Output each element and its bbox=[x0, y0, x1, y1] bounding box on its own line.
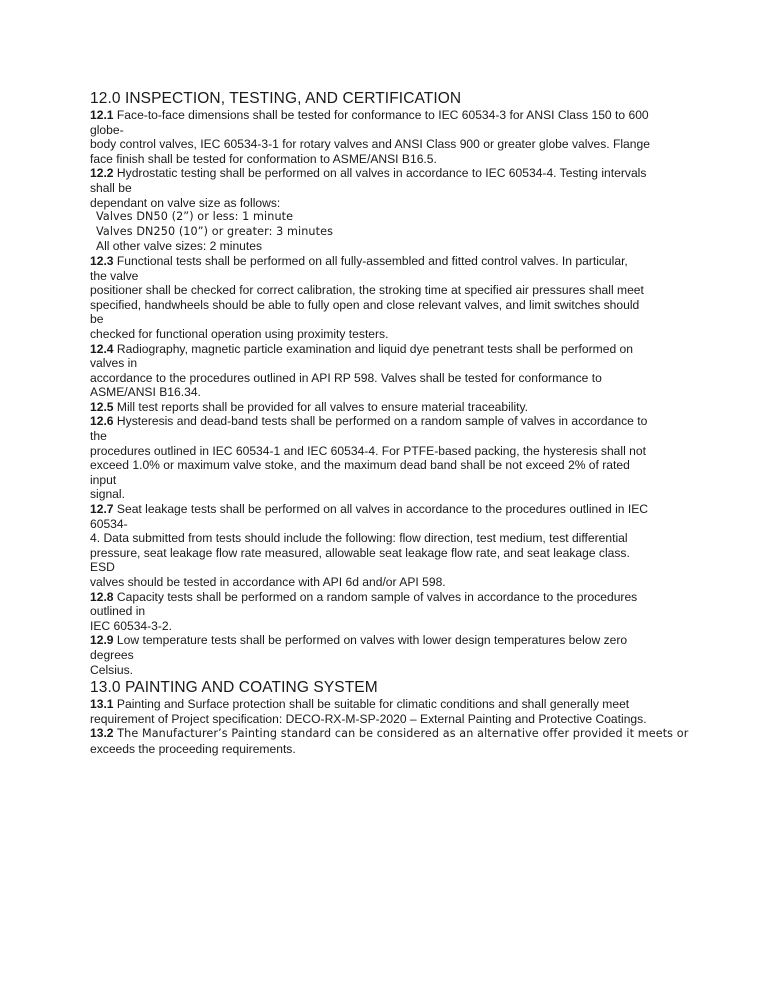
line: exceeds the proceeding requirements. bbox=[90, 741, 296, 756]
line bbox=[90, 166, 670, 181]
text: Seat leakage tests shall be performed on all valves in accordance to the procedures outlined in IEC bbox=[113, 502, 648, 517]
text: Low temperature tests shall be performed on valves with lower design temperatures below zero bbox=[113, 633, 628, 648]
line: the bbox=[90, 429, 107, 444]
paragraph-12-4 bbox=[90, 342, 670, 400]
line: exceed 1.0% or maximum valve stoke, and the maximum dead band shall be not exceed 2% of rated bbox=[90, 458, 630, 473]
text: Radiography, magnetic particle examination and liquid dye penetrant tests shall be performed on bbox=[113, 341, 633, 356]
text: Hydrostatic testing shall be performed on all valves in accordance to IEC 60534-4. Testing intervals bbox=[113, 166, 647, 181]
clause-number: 12.7 bbox=[90, 502, 114, 517]
line: ASME/ANSI B16.34. bbox=[90, 385, 201, 400]
line: IEC 60534-3-2. bbox=[90, 618, 173, 633]
section-13-heading: 13.0 PAINTING AND COATING SYSTEM bbox=[90, 679, 378, 697]
line: signal. bbox=[90, 487, 125, 502]
line: procedures outlined in IEC 60534-1 and IEC 60534-4. For PTFE-based packing, the hysteresis shall not bbox=[90, 443, 646, 458]
line bbox=[90, 502, 670, 517]
paragraph-12-8 bbox=[90, 590, 670, 634]
paragraph-12-2 bbox=[90, 166, 670, 210]
line: positioner shall be checked for correct calibration, the stroking time at specified air pressures shall meet bbox=[90, 283, 644, 298]
clause-number: 13.1 bbox=[90, 697, 114, 712]
text: Painting and Surface protection shall be suitable for climatic conditions and shall generally meet bbox=[113, 697, 630, 712]
line bbox=[90, 254, 670, 269]
paragraph-12-5 bbox=[90, 400, 670, 415]
clause-number: 12.8 bbox=[90, 589, 114, 604]
line: globe- bbox=[90, 122, 124, 137]
line: checked for functional operation using proximity testers. bbox=[90, 326, 389, 341]
line bbox=[90, 726, 689, 742]
line: dependant on valve size as follows: bbox=[90, 195, 281, 210]
line bbox=[90, 697, 670, 712]
line: specified, handwheels should be able to fully open and close relevant valves, and limit switches should bbox=[90, 297, 640, 312]
text: Mill test reports shall be provided for all valves to ensure material traceability. bbox=[113, 399, 529, 414]
line: accordance to the procedures outlined in API RP 598. Valves shall be tested for conformance to bbox=[90, 370, 602, 385]
section-12-heading: 12.0 INSPECTION, TESTING, AND CERTIFICATION bbox=[90, 90, 462, 107]
document-content bbox=[90, 89, 689, 757]
text: Capacity tests shall be performed on a random sample of valves in accordance to the procedures bbox=[113, 589, 638, 604]
line: 4. Data submitted from tests should include the following: flow direction, test medium, test differential bbox=[90, 531, 628, 546]
line: valves should be tested in accordance with API 6d and/or API 598. bbox=[90, 575, 446, 589]
line bbox=[90, 633, 670, 648]
clause-number: 12.5 bbox=[90, 399, 114, 414]
line: valves in bbox=[90, 356, 138, 371]
line bbox=[90, 108, 670, 123]
line: requirement of Project specification: DECO-RX-M-SP-2020 – External Painting and Protective Coatings. bbox=[90, 711, 647, 726]
line: body control valves, IEC 60534-3-1 for rotary valves and ANSI Class 900 or greater globe valves. Flange bbox=[90, 137, 650, 152]
text: Face-to-face dimensions shall be tested for conformance to IEC 60534-3 for ANSI Class 150 to 600 bbox=[113, 108, 649, 122]
line: 60534- bbox=[90, 516, 128, 531]
clause-number: 13.2 bbox=[90, 726, 114, 741]
line: degrees bbox=[90, 647, 134, 662]
paragraph-13-2 bbox=[90, 726, 689, 756]
line bbox=[90, 590, 670, 605]
list-item: Valves DN250 (10”) or greater: 3 minutes bbox=[96, 224, 333, 238]
clause-number: 12.9 bbox=[90, 633, 114, 648]
clause-number: 12.4 bbox=[90, 341, 114, 356]
line: Celsius. bbox=[90, 662, 134, 677]
paragraph-12-9 bbox=[90, 633, 670, 677]
line: pressure, seat leakage flow rate measured, allowable seat leakage flow rate, and seat leakage class. bbox=[90, 545, 630, 560]
paragraph-12-6 bbox=[90, 414, 670, 502]
line: ESD bbox=[90, 560, 115, 575]
line: be bbox=[90, 312, 104, 327]
line: face finish shall be tested for conformation to ASME/ANSI B16.5. bbox=[90, 151, 437, 166]
clause-number: 12.2 bbox=[90, 166, 114, 181]
text: Functional tests shall be performed on all fully-assembled and fitted control valves. In particular, bbox=[113, 253, 628, 268]
line: outlined in bbox=[90, 604, 146, 619]
line bbox=[90, 400, 670, 415]
line bbox=[90, 342, 670, 357]
paragraph-12-1 bbox=[90, 108, 670, 166]
line bbox=[90, 414, 670, 429]
valve-size-list bbox=[90, 210, 670, 254]
paragraph-12-7 bbox=[90, 502, 670, 590]
line: input bbox=[90, 472, 117, 487]
text: Hysteresis and dead-band tests shall be performed on a random sample of valves in accordance to bbox=[113, 414, 648, 429]
text: The Manufacturer’s Painting standard can be considered as an alternative offer provided it meets or bbox=[113, 727, 689, 741]
list-item: Valves DN50 (2”) or less: 1 minute bbox=[96, 210, 294, 224]
line: the valve bbox=[90, 268, 139, 283]
clause-number: 12.6 bbox=[90, 414, 114, 429]
paragraph-13-1 bbox=[90, 697, 670, 726]
clause-number: 12.1 bbox=[90, 108, 114, 122]
line: shall be bbox=[90, 180, 132, 195]
clause-number: 12.3 bbox=[90, 253, 114, 268]
list-item: All other valve sizes: 2 minutes bbox=[96, 239, 263, 254]
paragraph-12-3 bbox=[90, 254, 670, 342]
